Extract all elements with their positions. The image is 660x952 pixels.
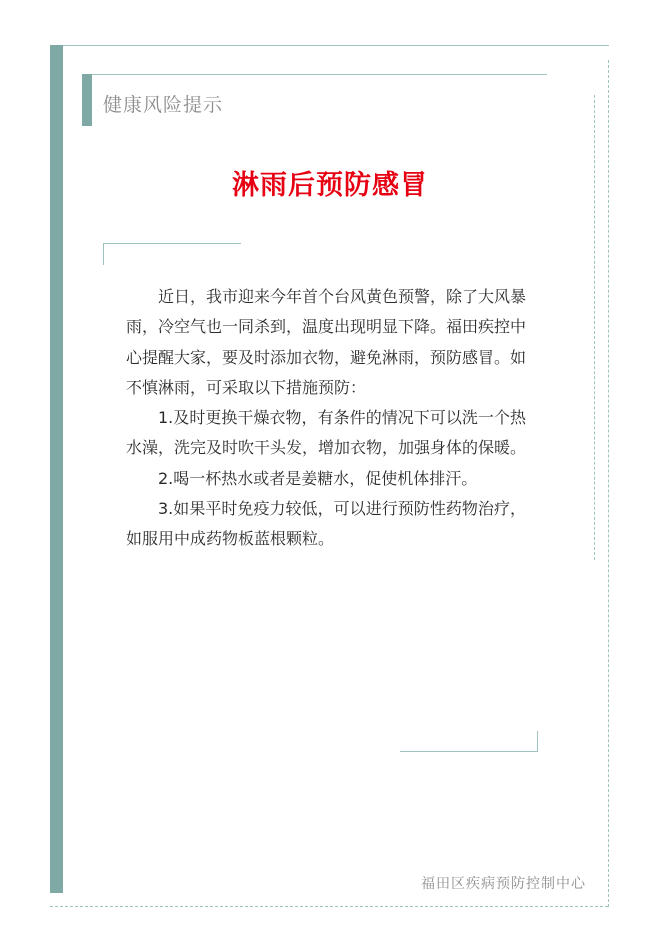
corner-bracket-bottom-right	[400, 751, 538, 752]
header-accent-block	[82, 74, 92, 126]
section-heading: 健康风险提示	[103, 94, 224, 116]
article-body	[126, 282, 526, 555]
corner-bracket-top-left-vertical	[103, 243, 104, 265]
footer-organization: 福田区疾病预防控制中心	[421, 876, 586, 892]
article-title: 淋雨后预防感冒	[232, 170, 428, 201]
paragraph-intro: 近日，我市迎来今年首个台风黄色预警，除了大风暴雨，冷空气也一同杀到，温度出现明显下降。福田疾控中心提醒大家，要及时添加衣物，避免淋雨，预防感冒。如不慎淋雨，可采取以下措施预防：	[126, 287, 527, 397]
paragraph-tip-1: 1.及时更换干燥衣物，有条件的情况下可以洗一个热水澡，洗完及时吹干头发，增加衣物，加强身体的保暖。	[126, 408, 527, 458]
paragraph-tip-3: 3.如果平时免疫力较低，可以进行预防性药物治疗，如服用中成药物板蓝根颗粒。	[126, 499, 526, 549]
corner-bracket-top-left	[103, 243, 241, 244]
header-rule	[92, 74, 547, 75]
paragraph-tip-2: 2.喝一杯热水或者是姜糖水，促使机体排汗。	[158, 468, 478, 488]
corner-bracket-bottom-right-vertical	[537, 731, 538, 752]
top-border-line	[63, 45, 609, 46]
bottom-dashed-border	[50, 906, 608, 907]
